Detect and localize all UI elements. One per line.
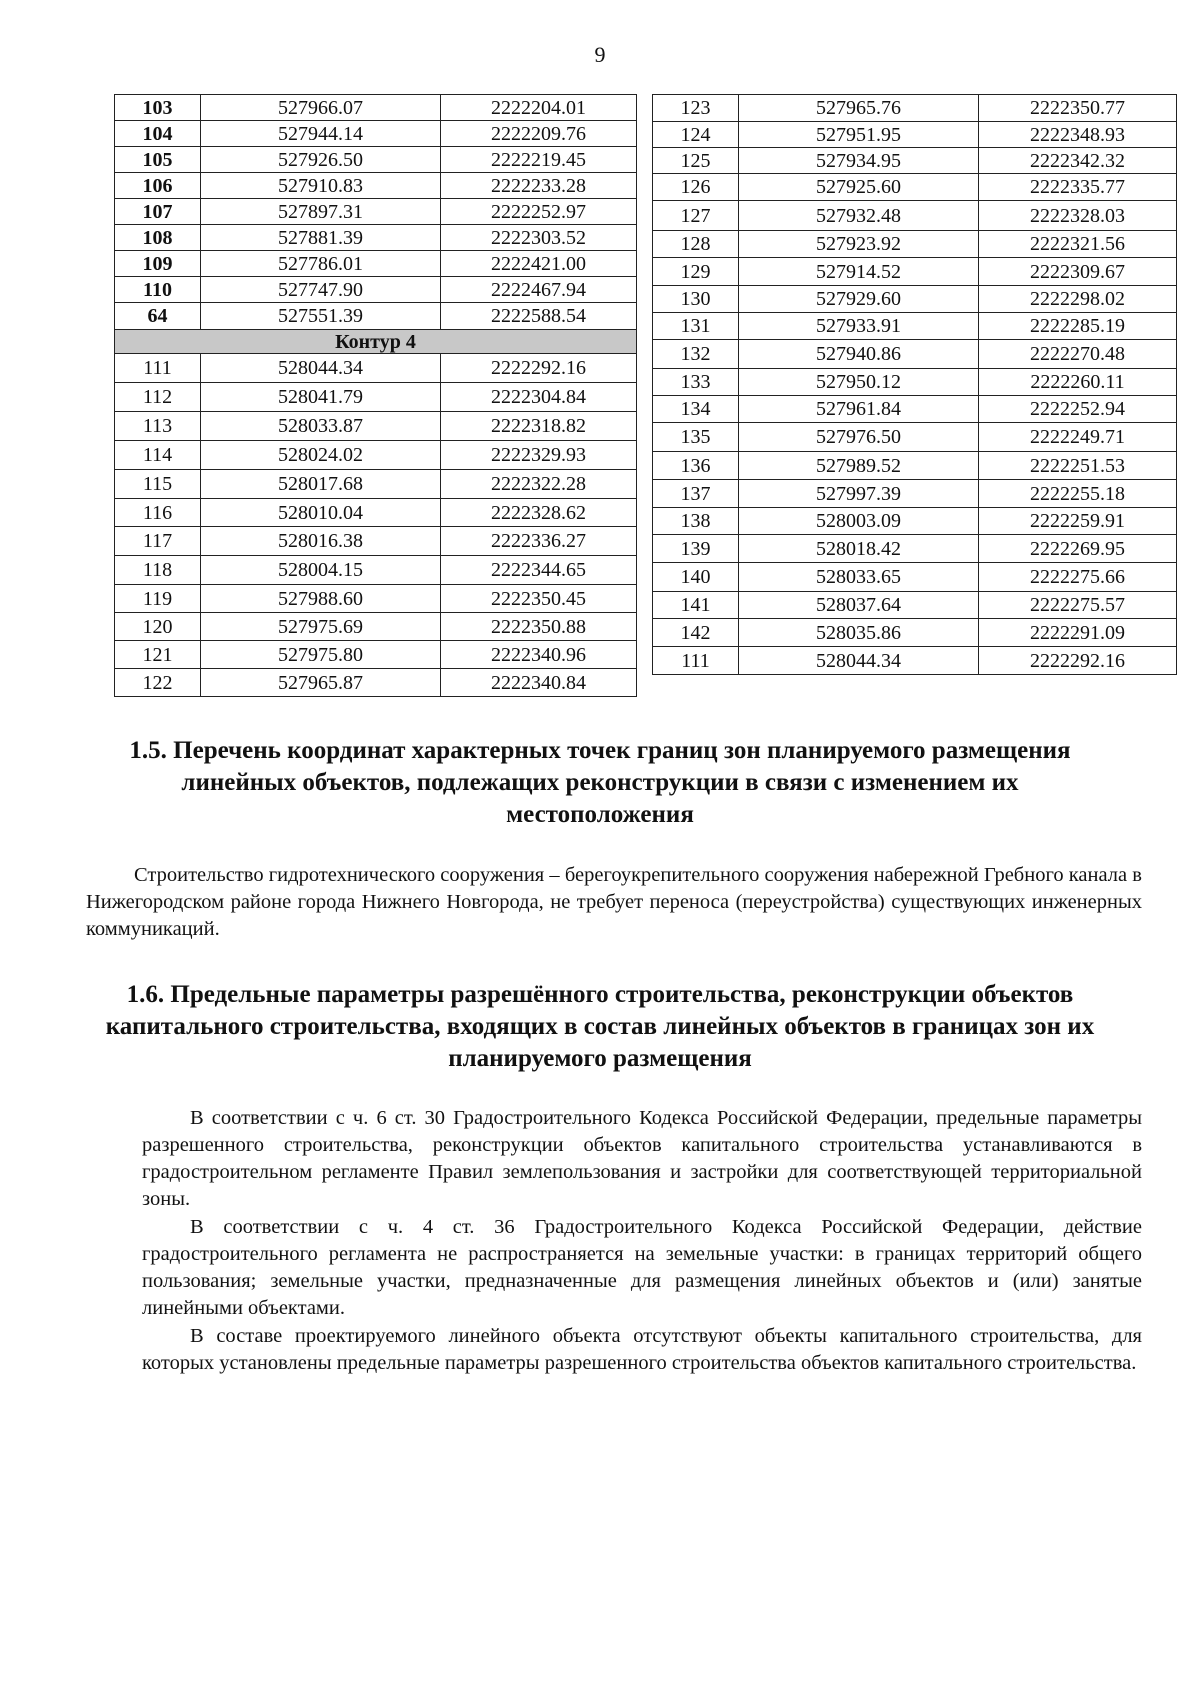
point-number-cell: 124 <box>653 122 739 148</box>
y-coordinate-cell: 2222304.84 <box>441 383 637 412</box>
table-row <box>653 174 1177 201</box>
x-coordinate-cell: 527940.86 <box>739 340 979 369</box>
point-number-cell: 133 <box>653 369 739 396</box>
y-coordinate-cell: 2222322.28 <box>441 470 637 499</box>
point-number-cell: 128 <box>653 231 739 258</box>
y-coordinate-cell: 2222335.77 <box>979 174 1177 201</box>
table-row <box>653 286 1177 313</box>
y-coordinate-cell: 2222251.53 <box>979 452 1177 480</box>
x-coordinate-cell: 527944.14 <box>201 121 441 147</box>
point-number-cell: 127 <box>653 201 739 231</box>
x-coordinate-cell: 527881.39 <box>201 225 441 251</box>
table-row <box>115 527 637 556</box>
table-row <box>653 396 1177 423</box>
table-row <box>115 585 637 613</box>
x-coordinate-cell: 528035.86 <box>739 619 979 647</box>
table-row <box>653 563 1177 592</box>
point-number-cell: 114 <box>115 441 201 470</box>
point-number-cell: 109 <box>115 251 201 277</box>
y-coordinate-cell: 2222588.54 <box>441 303 637 330</box>
table-row <box>115 354 637 383</box>
table-row <box>115 412 637 441</box>
y-coordinate-cell: 2222233.28 <box>441 173 637 199</box>
table-row <box>653 340 1177 369</box>
x-coordinate-cell: 528044.34 <box>739 647 979 675</box>
y-coordinate-cell: 2222285.19 <box>979 313 1177 340</box>
y-coordinate-cell: 2222328.62 <box>441 499 637 527</box>
x-coordinate-cell: 527933.91 <box>739 313 979 340</box>
table-row <box>653 258 1177 286</box>
x-coordinate-cell: 528041.79 <box>201 383 441 412</box>
point-number-cell: 123 <box>653 95 739 122</box>
point-number-cell: 136 <box>653 452 739 480</box>
table-row <box>115 147 637 173</box>
x-coordinate-cell: 527975.80 <box>201 641 441 669</box>
y-coordinate-cell: 2222350.77 <box>979 95 1177 122</box>
x-coordinate-cell: 528010.04 <box>201 499 441 527</box>
x-coordinate-cell: 527975.69 <box>201 613 441 641</box>
point-number-cell: 122 <box>115 669 201 697</box>
y-coordinate-cell: 2222252.94 <box>979 396 1177 423</box>
x-coordinate-cell: 527932.48 <box>739 201 979 231</box>
table-row <box>653 592 1177 619</box>
y-coordinate-cell: 2222344.65 <box>441 556 637 585</box>
point-number-cell: 138 <box>653 508 739 535</box>
table-row <box>653 122 1177 148</box>
x-coordinate-cell: 527551.39 <box>201 303 441 330</box>
table-row <box>653 647 1177 675</box>
section-1-6-paragraph-3: В составе проектируемого линейного объекта отсутствуют объекты капитального строительства, для которых установлены предельные параметры разрешенного строительства объектов капитального строительства. <box>142 1325 1142 1374</box>
table-row <box>115 95 637 121</box>
x-coordinate-cell: 527786.01 <box>201 251 441 277</box>
y-coordinate-cell: 2222269.95 <box>979 535 1177 563</box>
table-row <box>115 470 637 499</box>
x-coordinate-cell: 527926.50 <box>201 147 441 173</box>
table-row <box>115 641 637 669</box>
y-coordinate-cell: 2222204.01 <box>441 95 637 121</box>
section-1-6-paragraph-2: В соответствии с ч. 4 ст. 36 Градостроительного Кодекса Российской Федерации, действие градостроительного регламента не распространяется на земельные участки: в границах территорий общего пользования; земельные участки, предназначенные для размещения линейных объектов и (или) занятые линейными объектами. <box>142 1216 1142 1319</box>
page-number: 9 <box>594 42 606 67</box>
point-number-cell: 105 <box>115 147 201 173</box>
x-coordinate-cell: 527976.50 <box>739 423 979 452</box>
x-coordinate-cell: 528004.15 <box>201 556 441 585</box>
point-number-cell: 132 <box>653 340 739 369</box>
table-row <box>653 480 1177 508</box>
section-1-6-paragraph-1: В соответствии с ч. 6 ст. 30 Градостроительного Кодекса Российской Федерации, предельные параметры разрешенного строительства, реконструкции объектов капитального строительства устанавливаются в градостроительном регламенте Правил землепользования и застройки для соответствующей территориальной зоны. <box>142 1107 1142 1210</box>
point-number-cell: 115 <box>115 470 201 499</box>
y-coordinate-cell: 2222292.16 <box>979 647 1177 675</box>
table-row <box>653 148 1177 174</box>
x-coordinate-cell: 528003.09 <box>739 508 979 535</box>
y-coordinate-cell: 2222219.45 <box>441 147 637 173</box>
y-coordinate-cell: 2222318.82 <box>441 412 637 441</box>
x-coordinate-cell: 527914.52 <box>739 258 979 286</box>
table-row <box>653 508 1177 535</box>
point-number-cell: 134 <box>653 396 739 423</box>
x-coordinate-cell: 527929.60 <box>739 286 979 313</box>
table-row <box>115 613 637 641</box>
x-coordinate-cell: 527951.95 <box>739 122 979 148</box>
y-coordinate-cell: 2222421.00 <box>441 251 637 277</box>
table-row <box>115 199 637 225</box>
point-number-cell: 108 <box>115 225 201 251</box>
x-coordinate-cell: 527925.60 <box>739 174 979 201</box>
x-coordinate-cell: 528024.02 <box>201 441 441 470</box>
x-coordinate-cell: 528017.68 <box>201 470 441 499</box>
y-coordinate-cell: 2222270.48 <box>979 340 1177 369</box>
y-coordinate-cell: 2222298.02 <box>979 286 1177 313</box>
point-number-cell: 140 <box>653 563 739 592</box>
x-coordinate-cell: 528018.42 <box>739 535 979 563</box>
y-coordinate-cell: 2222467.94 <box>441 277 637 303</box>
table-row <box>653 231 1177 258</box>
point-number-cell: 129 <box>653 258 739 286</box>
y-coordinate-cell: 2222292.16 <box>441 354 637 383</box>
point-number-cell: 121 <box>115 641 201 669</box>
y-coordinate-cell: 2222350.88 <box>441 613 637 641</box>
x-coordinate-cell: 528033.65 <box>739 563 979 592</box>
section-1-5-heading: 1.5. Перечень координат характерных точек границ зон планируемого размещения линейных объектов, подлежащих реконструкции в связи с изменением их местоположения <box>129 737 1071 828</box>
point-number-cell: 118 <box>115 556 201 585</box>
coordinates-table-right <box>652 94 1177 675</box>
x-coordinate-cell: 528044.34 <box>201 354 441 383</box>
table-row <box>653 535 1177 563</box>
x-coordinate-cell: 528037.64 <box>739 592 979 619</box>
y-coordinate-cell: 2222329.93 <box>441 441 637 470</box>
point-number-cell: 130 <box>653 286 739 313</box>
point-number-cell: 113 <box>115 412 201 441</box>
point-number-cell: 126 <box>653 174 739 201</box>
x-coordinate-cell: 527997.39 <box>739 480 979 508</box>
x-coordinate-cell: 527965.76 <box>739 95 979 122</box>
table-row <box>653 201 1177 231</box>
y-coordinate-cell: 2222255.18 <box>979 480 1177 508</box>
table-row <box>115 225 637 251</box>
point-number-cell: 135 <box>653 423 739 452</box>
y-coordinate-cell: 2222275.57 <box>979 592 1177 619</box>
contour-header-row <box>115 330 637 354</box>
y-coordinate-cell: 2222303.52 <box>441 225 637 251</box>
x-coordinate-cell: 527923.92 <box>739 231 979 258</box>
y-coordinate-cell: 2222252.97 <box>441 199 637 225</box>
point-number-cell: 137 <box>653 480 739 508</box>
point-number-cell: 141 <box>653 592 739 619</box>
section-1-5-paragraph: Строительство гидротехнического сооружения – берегоукрепительного сооружения набережной Гребного канала в Нижегородском районе города Нижнего Новгорода, не требует переноса (переустройства) существующих инженерных коммуникаций. <box>86 864 1142 940</box>
contour-label: Контур 4 <box>115 330 637 354</box>
point-number-cell: 120 <box>115 613 201 641</box>
table-row <box>115 669 637 697</box>
y-coordinate-cell: 2222336.27 <box>441 527 637 556</box>
table-row <box>115 499 637 527</box>
table-row <box>653 369 1177 396</box>
x-coordinate-cell: 528016.38 <box>201 527 441 556</box>
table-row <box>115 251 637 277</box>
y-coordinate-cell: 2222340.96 <box>441 641 637 669</box>
x-coordinate-cell: 527747.90 <box>201 277 441 303</box>
table-row <box>115 121 637 147</box>
point-number-cell: 125 <box>653 148 739 174</box>
x-coordinate-cell: 527989.52 <box>739 452 979 480</box>
table-row <box>115 173 637 199</box>
table-row <box>653 95 1177 122</box>
point-number-cell: 131 <box>653 313 739 340</box>
x-coordinate-cell: 527961.84 <box>739 396 979 423</box>
y-coordinate-cell: 2222291.09 <box>979 619 1177 647</box>
point-number-cell: 107 <box>115 199 201 225</box>
table-row <box>653 452 1177 480</box>
table-row <box>653 313 1177 340</box>
y-coordinate-cell: 2222321.56 <box>979 231 1177 258</box>
table-row <box>653 619 1177 647</box>
table-row <box>653 423 1177 452</box>
point-number-cell: 116 <box>115 499 201 527</box>
point-number-cell: 103 <box>115 95 201 121</box>
point-number-cell: 139 <box>653 535 739 563</box>
x-coordinate-cell: 528033.87 <box>201 412 441 441</box>
y-coordinate-cell: 2222260.11 <box>979 369 1177 396</box>
point-number-cell: 142 <box>653 619 739 647</box>
y-coordinate-cell: 2222209.76 <box>441 121 637 147</box>
section-1-6-heading: 1.6. Предельные параметры разрешённого строительства, реконструкции объектов капитального строительства, входящих в состав линейных объектов в границах зон их планируемого размещения <box>105 981 1095 1072</box>
point-number-cell: 111 <box>653 647 739 675</box>
y-coordinate-cell: 2222350.45 <box>441 585 637 613</box>
y-coordinate-cell: 2222275.66 <box>979 563 1177 592</box>
y-coordinate-cell: 2222348.93 <box>979 122 1177 148</box>
y-coordinate-cell: 2222259.91 <box>979 508 1177 535</box>
x-coordinate-cell: 527988.60 <box>201 585 441 613</box>
y-coordinate-cell: 2222249.71 <box>979 423 1177 452</box>
x-coordinate-cell: 527910.83 <box>201 173 441 199</box>
point-number-cell: 104 <box>115 121 201 147</box>
y-coordinate-cell: 2222328.03 <box>979 201 1177 231</box>
x-coordinate-cell: 527950.12 <box>739 369 979 396</box>
point-number-cell: 64 <box>115 303 201 330</box>
table-row <box>115 556 637 585</box>
point-number-cell: 111 <box>115 354 201 383</box>
coordinates-table-left <box>114 94 637 697</box>
point-number-cell: 112 <box>115 383 201 412</box>
table-row <box>115 277 637 303</box>
point-number-cell: 117 <box>115 527 201 556</box>
x-coordinate-cell: 527965.87 <box>201 669 441 697</box>
y-coordinate-cell: 2222340.84 <box>441 669 637 697</box>
table-row <box>115 383 637 412</box>
table-row <box>115 441 637 470</box>
y-coordinate-cell: 2222342.32 <box>979 148 1177 174</box>
point-number-cell: 106 <box>115 173 201 199</box>
table-row <box>115 303 637 330</box>
x-coordinate-cell: 527897.31 <box>201 199 441 225</box>
point-number-cell: 110 <box>115 277 201 303</box>
y-coordinate-cell: 2222309.67 <box>979 258 1177 286</box>
x-coordinate-cell: 527966.07 <box>201 95 441 121</box>
point-number-cell: 119 <box>115 585 201 613</box>
x-coordinate-cell: 527934.95 <box>739 148 979 174</box>
